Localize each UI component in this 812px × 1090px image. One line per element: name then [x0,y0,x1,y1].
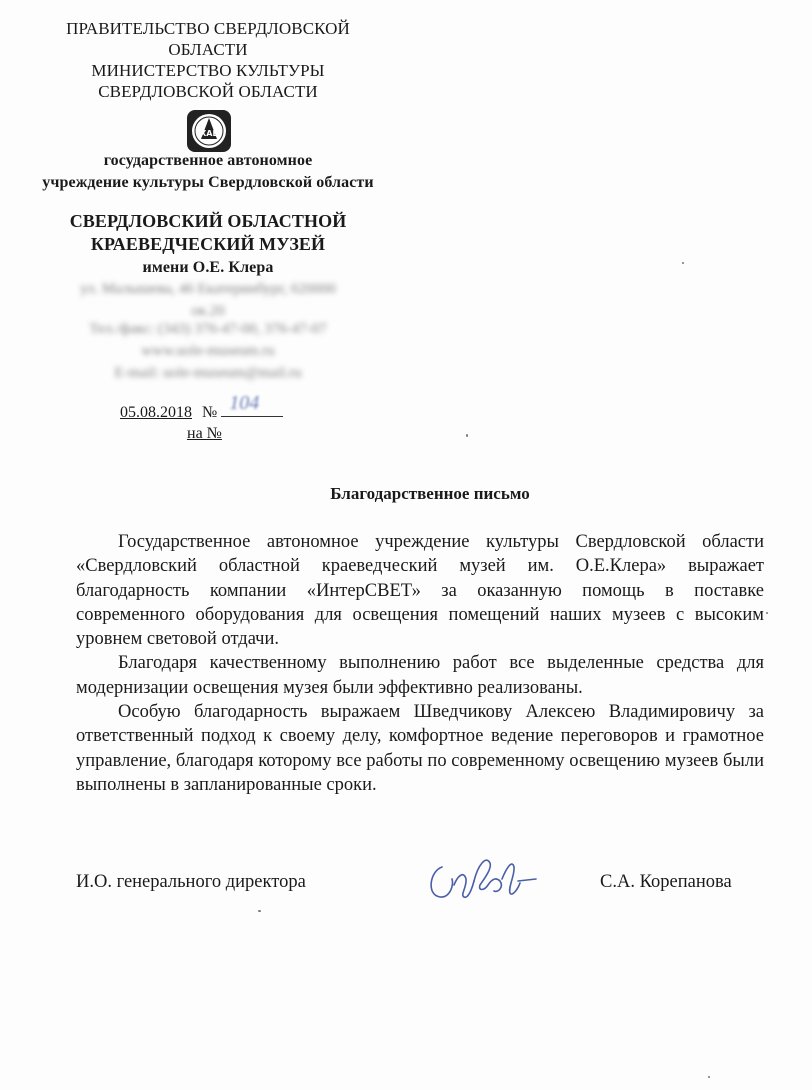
registration-number-label: № [202,404,218,421]
signatory-name: С.А. Корепанова [600,872,732,892]
svg-text:ХАЕ: ХАЕ [200,129,218,138]
registration-line [120,392,283,422]
address-line-1: ул. Малышева, 46 Екатеринбург, 620000 [80,281,336,297]
handwritten-signature [420,845,550,915]
scan-speck [258,910,261,912]
body-paragraph: Благодаря качественному выполнению работ все выделенные средства для модернизации освещения музея были эффективно реализованы. [76,653,764,698]
museum-line-2: КРАЕВЕДЧЕСКИЙ МУЗЕЙ [90,234,326,254]
museum-emblem-icon [186,109,232,153]
museum-line-3: имени О.Е. Клера [142,259,274,276]
government-header [8,18,408,102]
gov-line-1: ПРАВИТЕЛЬСТВО СВЕРДЛОВСКОЙ [66,19,350,38]
institution-type [8,150,408,194]
scan-speck [682,262,684,264]
scan-speck [766,612,768,614]
museum-line-1: СВЕРДЛОВСКИЙ ОБЛАСТНОЙ [69,211,347,231]
gov-line-2: ОБЛАСТИ [168,40,248,59]
signatory-position: И.О. генерального директора [76,872,306,892]
reply-to-number: на № [187,425,222,442]
museum-name [8,210,408,279]
scan-speck [466,434,468,437]
contact-line-1: Тел./факс: (343) 376-47-00, 376-47-07 [89,321,327,337]
registration-date: 05.08.2018 [120,404,192,421]
body-paragraph: Особую благодарность выражаем Шведчикову Алексею Владимировичу за ответственный подход к своему делу, комфортное ведение переговоров и грамотное управление, благодаря которому все работы по современному освещению музеев были выполнены в запланированные сроки. [76,702,764,795]
address-line-2: ок.20 [191,303,225,319]
scan-speck [708,1076,710,1078]
registration-number-field [221,392,283,417]
blurred-contacts [8,318,408,384]
contact-line-3: E-mail: uole-museum@mail.ru [114,365,302,381]
document-title: Благодарственное письмо [330,484,530,503]
institution-line-1: государственное автономное [103,152,313,169]
registration-number-handwritten: 104 [229,392,260,414]
blurred-address [8,278,408,322]
gov-line-3: МИНИСТЕРСТВО КУЛЬТУРЫ [91,61,325,80]
institution-line-2: учреждение культуры Свердловской области [42,174,374,191]
contact-line-2: www.uole-museum.ru [141,343,275,359]
body-paragraph: Государственное автономное учреждение культуры Свердловской области «Свердловский областной краеведческий музей им. О.Е.Клера» выражает благодарность компании «ИнтерСВЕТ» за оказанную помощь в поставке современного оборудования для освещения помещений наших музеев с высоким уровнем световой отдачи. [76,532,764,650]
letter-body [76,530,764,797]
gov-line-4: СВЕРДЛОВСКОЙ ОБЛАСТИ [98,82,318,101]
